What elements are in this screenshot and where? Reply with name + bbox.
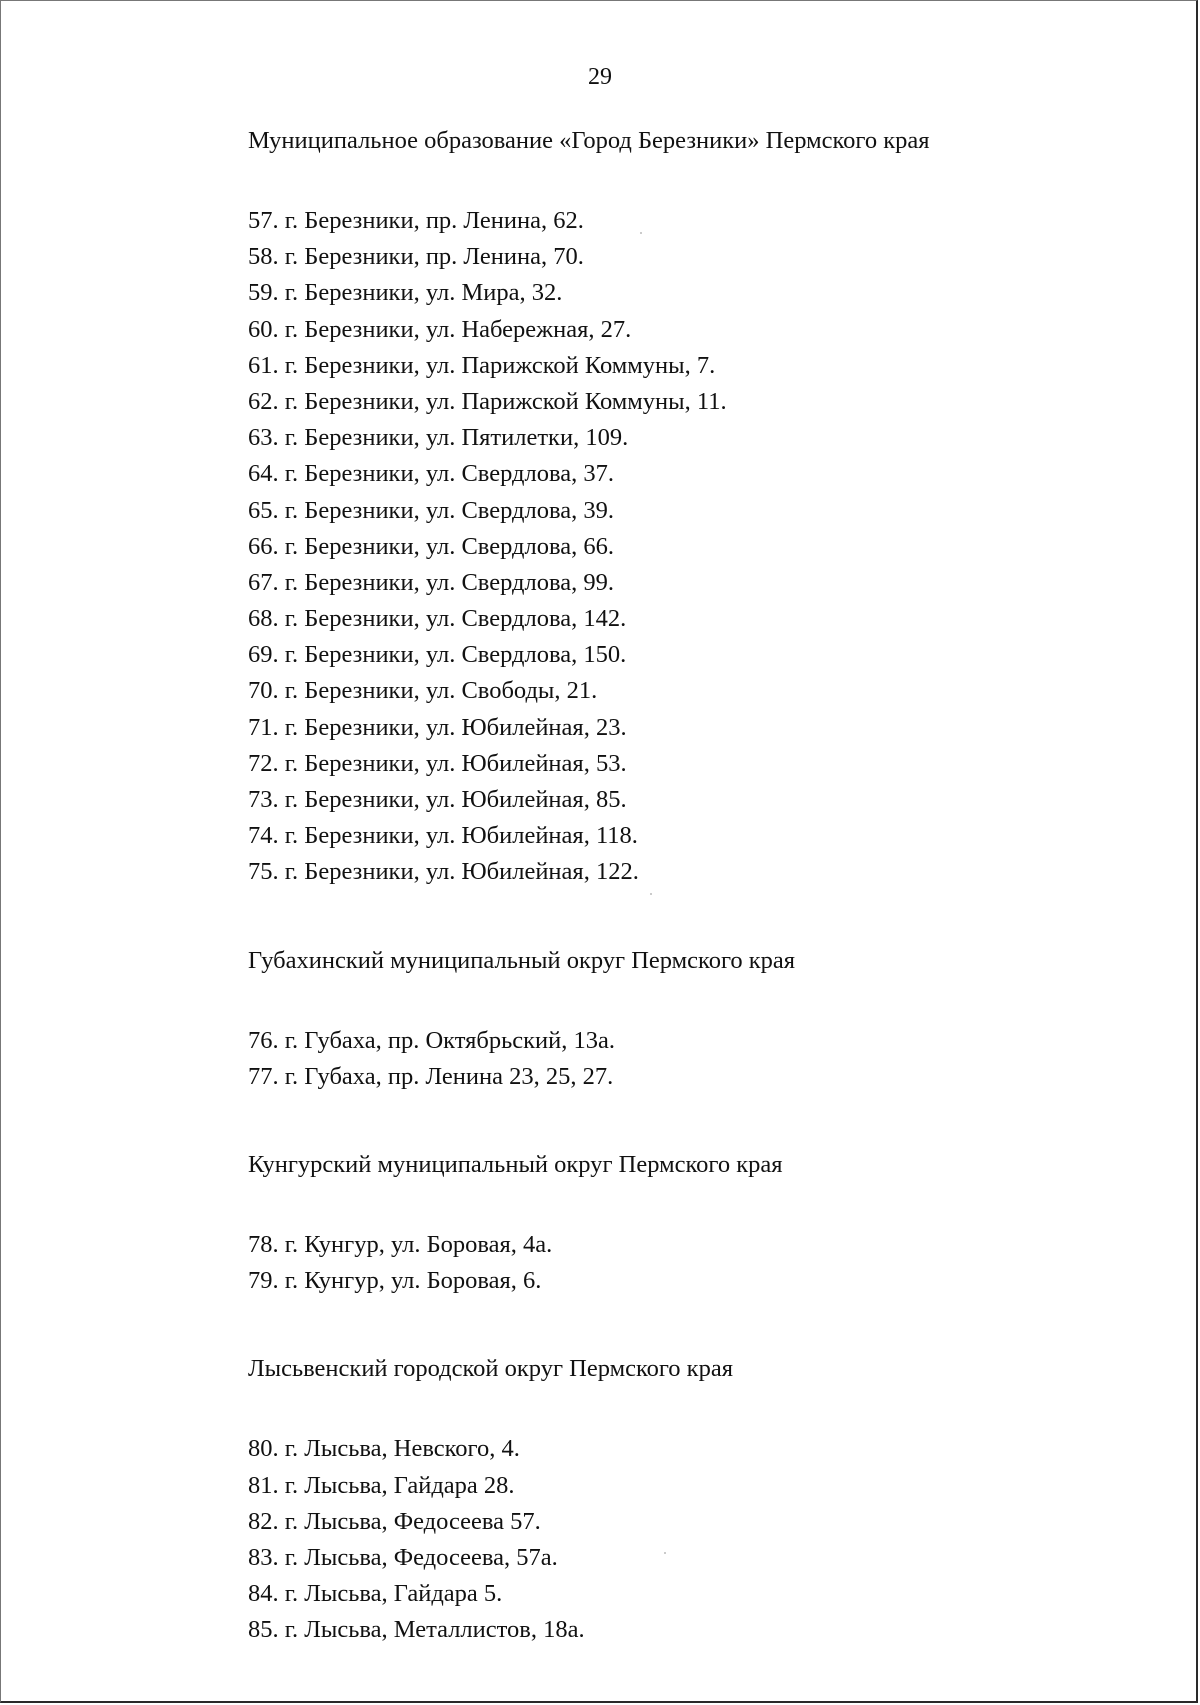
list-item: 67. г. Березники, ул. Свердлова, 99. [248,568,614,596]
section-title: Кунгурский муниципальный округ Пермского края [248,1150,783,1178]
list-item: 66. г. Березники, ул. Свердлова, 66. [248,532,614,560]
spacer [248,891,1148,943]
section-title: Губахинский муниципальный округ Пермского края [248,946,796,974]
list-item: 81. г. Лысьва, Гайдара 28. [248,1471,515,1499]
address-list [248,1431,1148,1648]
list-item: 57. г. Березники, пр. Ленина, 62. [248,207,584,234]
spacer [248,1183,1148,1227]
list-item: 59. г. Березники, ул. Мира, 32. [248,279,563,307]
list-item: 68. г. Березники, ул. Свердлова, 142. [248,605,627,633]
list-item: 80. г. Лысьва, Невского, 4. [248,1435,520,1463]
scan-speck [640,232,642,234]
list-item: 78. г. Кунгур, ул. Боровая, 4а. [248,1230,553,1258]
list-item: 64. г. Березники, ул. Свердлова, 37. [248,460,614,488]
list-item: 85. г. Лысьва, Металлистов, 18а. [248,1616,585,1644]
spacer [248,1387,1148,1431]
list-item: 84. г. Лысьва, Гайдара 5. [248,1580,503,1608]
scan-speck [664,1552,666,1554]
spacer [248,1095,1148,1147]
list-item: 82. г. Лысьва, Федосеева 57. [248,1507,541,1535]
spacer [248,979,1148,1023]
list-item: 62. г. Березники, ул. Парижской Коммуны, 11. [248,387,727,415]
list-item: 83. г. Лысьва, Федосеева, 57а. [248,1543,558,1571]
list-item: 61. г. Березники, ул. Парижской Коммуны, 7. [248,351,716,379]
scan-speck [650,893,652,895]
list-item: 63. г. Березники, ул. Пятилетки, 109. [248,424,629,452]
page-number: 29 [588,64,612,90]
list-item: 79. г. Кунгур, ул. Боровая, 6. [248,1267,542,1295]
spacer [248,1299,1148,1351]
list-item: 60. г. Березники, ул. Набережная, 27. [248,315,632,343]
list-item: 73. г. Березники, ул. Юбилейная, 85. [248,786,627,813]
address-list [248,1023,1148,1095]
list-item: 76. г. Губаха, пр. Октябрьский, 13а. [248,1026,616,1054]
section-title: Лысьвенский городской округ Пермского края [248,1355,733,1383]
list-item: 69. г. Березники, ул. Свердлова, 150. [248,641,627,669]
list-item: 65. г. Березники, ул. Свердлова, 39. [248,496,614,524]
address-list [248,1227,1148,1299]
list-item: 58. г. Березники, пр. Ленина, 70. [248,243,584,271]
address-list [248,203,1148,891]
list-item: 75. г. Березники, ул. Юбилейная, 122. [248,858,639,886]
list-item: 77. г. Губаха, пр. Ленина 23, 25, 27. [248,1062,614,1090]
section-title: Муниципальное образование «Город Березники» Пермского края [248,127,930,154]
list-item: 70. г. Березники, ул. Свободы, 21. [248,677,598,705]
list-item: 74. г. Березники, ул. Юбилейная, 118. [248,822,638,850]
list-item: 72. г. Березники, ул. Юбилейная, 53. [248,749,627,777]
spacer [248,159,1148,203]
document-body [248,123,1148,1648]
list-item: 71. г. Березники, ул. Юбилейная, 23. [248,713,627,741]
